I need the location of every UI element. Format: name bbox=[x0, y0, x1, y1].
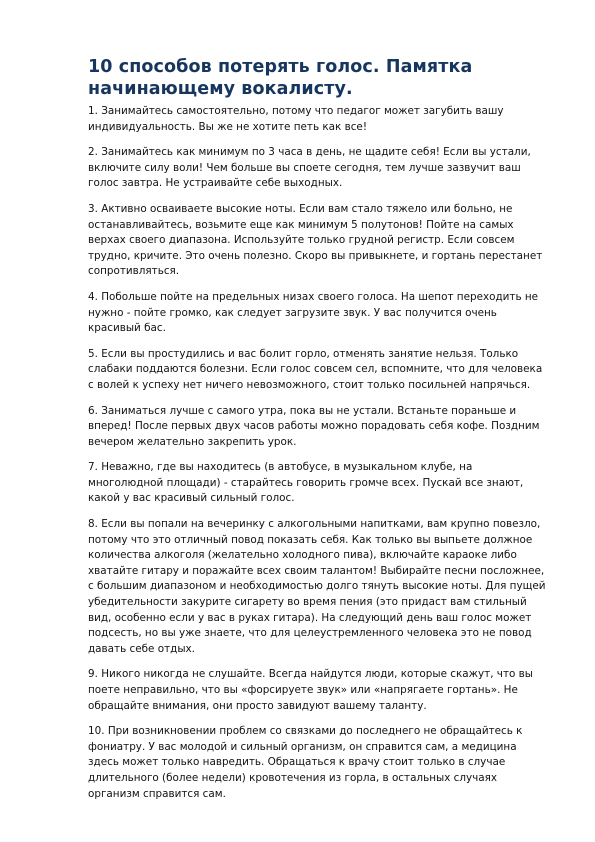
tip-item-7: 7. Неважно, где вы находитесь (в автобусе, в музыкальном клубе, на многолюдной площади) - старайтесь говорить громче всех. Пускай все знают, какой у вас красивый сильный голос. bbox=[88, 461, 524, 505]
tip-item-9: 9. Никого никогда не слушайте. Всегда найдутся люди, которые скажут, что вы поете неправильно, что вы «форсируете звук» или «напрягаете гортань». Не обращайте внимания, они просто завидуют вашему таланту. bbox=[88, 668, 533, 712]
document-title: 10 способов потерять голос. Памятка начинающему вокалисту. bbox=[88, 57, 473, 99]
tip-item-3: 3. Активно осваиваете высокие ноты. Если вам стало тяжело или больно, не останавливайтесь, возьмите еще как минимум 5 полутонов! Пойте на самых верхах своего диапазона. Используйте только грудной регистр. Если совсем трудно, кричите. Это очень полезно. Скоро вы привыкнете, и гортань перестанет сопротивляться. bbox=[88, 202, 543, 278]
tip-item-5: 5. Если вы простудились и вас болит горло, отменять занятие нельзя. Только слабаки поддаются болезни. Если голос совсем сел, вспомните, что для человека с волей к успеху нет ничего невозможного, стоит только посильней напрячься. bbox=[88, 347, 543, 391]
tip-item-4: 4. Побольше пойте на предельных низах своего голоса. На шепот переходить не нужно - пойте громко, как следует загрузите звук. У вас получится очень красивый бас. bbox=[88, 290, 539, 335]
document-page bbox=[88, 56, 550, 812]
tip-item-10: 10. При возникновении проблем со связками до последнего не обращайтесь к фониатру. У вас молодой и сильный организм, он справится сам, а медицина здесь может только навредить. Обращаться к врачу стоит только в случае длительного (более недели) кровотечения из горла, в остальных случаях организм справится сам. bbox=[88, 725, 523, 800]
tip-item-1: 1. Занимайтесь самостоятельно, потому что педагог может загубить вашу индивидуальность. Вы же не хотите петь как все! bbox=[88, 105, 504, 133]
tip-item-8: 8. Если вы попали на вечеринку с алкогольными напитками, вам крупно повезло, потому что это отличный повод показать себя. Как только вы выпьете должное количества алкоголя (желательно холодного пива), включайте караоке либо хватайте гитару и поражайте всех своим талантом! Выбирайте песни посложнее, с большим диапазоном и необходимостью долго тянуть высокие ноты. Для пущей убедительности закурите сигарету во время пения (это придаст вам стильный вид, особенно если у вас в руках гитара). На следующий день ваш голос может подсесть, но вы уже знаете, что для целеустремленного человека это не повод давать себе отдых. bbox=[88, 518, 546, 655]
tip-item-6: 6. Заниматься лучше с самого утра, пока вы не устали. Встаньте пораньше и вперед! После первых двух часов работы можно порадовать себя кофе. Поздним вечером желательно закрепить урок. bbox=[88, 404, 540, 448]
tip-item-2: 2. Занимайтесь как минимум по 3 часа в день, не щадите себя! Если вы устали, включите силу воли! Чем больше вы споете сегодня, тем лучше зазвучит ваш голос завтра. Не устраивайте себе выходных. bbox=[88, 146, 531, 190]
